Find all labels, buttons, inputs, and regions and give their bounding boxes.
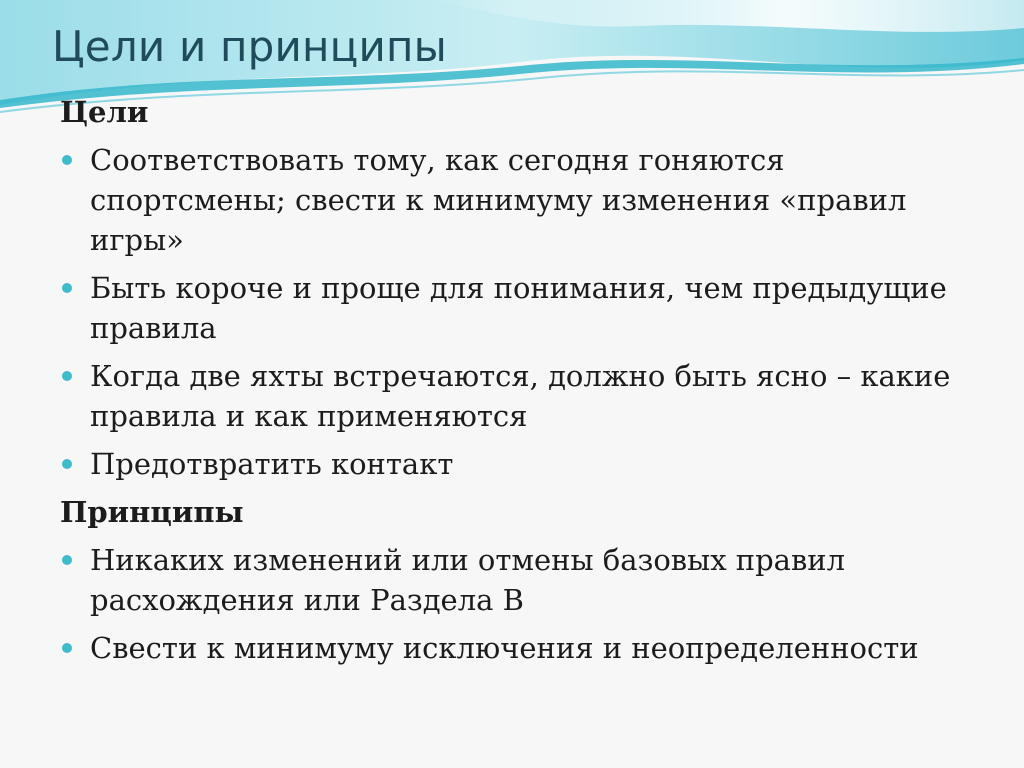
list-item-text: Соответствовать тому, как сегодня гоняются спортсмены; свести к минимуму изменения «правил игры» xyxy=(90,143,907,257)
list-item-text: Предотвратить контакт xyxy=(90,447,454,481)
section-heading-principles: Принципы xyxy=(60,495,244,529)
list-item xyxy=(60,140,980,260)
bullet-icon xyxy=(62,459,72,469)
list-item-text: Быть короче и проще для понимания, чем предыдущие правила xyxy=(90,271,947,345)
list-item-text: Никаких изменений или отмены базовых правил расхождения или Раздела В xyxy=(90,543,846,617)
list-item xyxy=(60,540,980,620)
bullet-icon xyxy=(62,371,72,381)
principles-list xyxy=(60,540,980,668)
list-item-text: Когда две яхты встречаются, должно быть ясно – какие правила и как применяются xyxy=(90,359,951,433)
goals-list xyxy=(60,140,980,484)
slide-content xyxy=(60,92,980,668)
list-item xyxy=(60,444,980,484)
bullet-icon xyxy=(62,283,72,293)
bullet-icon xyxy=(62,643,72,653)
list-item-text: Свести к минимуму исключения и неопределенности xyxy=(90,631,919,665)
list-item xyxy=(60,628,980,668)
list-item xyxy=(60,268,980,348)
bullet-icon xyxy=(62,555,72,565)
bullet-icon xyxy=(62,155,72,165)
list-item xyxy=(60,356,980,436)
section-heading-goals: Цели xyxy=(60,95,149,129)
slide-title: Цели и принципы xyxy=(52,22,447,71)
